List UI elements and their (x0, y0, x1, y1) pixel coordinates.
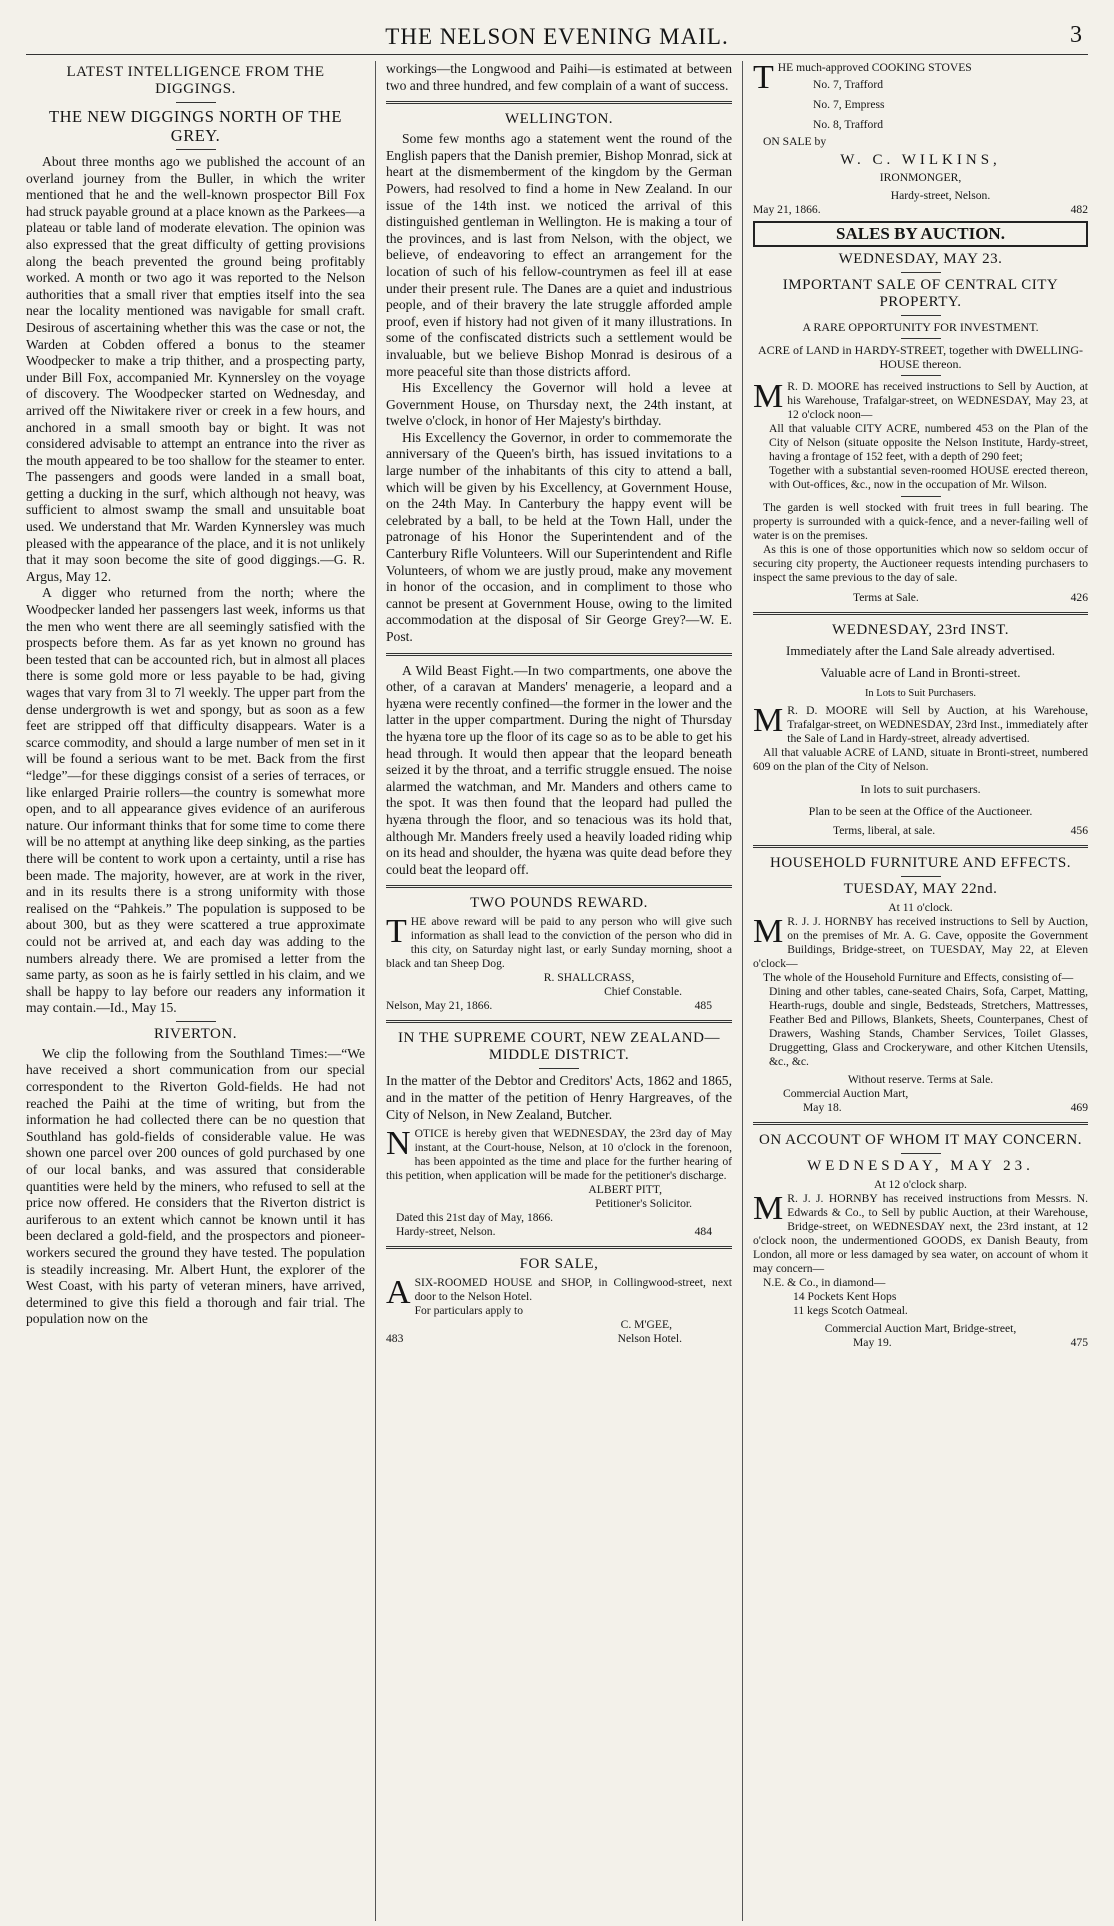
auction-date-signed: May 19. (853, 1336, 892, 1349)
auction-body: R. J. J. HORNBY has received instructions from Messrs. N. Edwards & Co., to Sell by public Auction, at their Warehouse, Bridge-street, on WEDNESDAY next, the 23rd instant, at 12 o'clock noon, the undermentioned GOODS, ex Danish Beauty, from London, all more or less damaged by sea water, on account of whom it may concern— (753, 1192, 1088, 1275)
divider (386, 653, 732, 656)
auction-body: R. D. MOORE will Sell by Auction, at his Warehouse, Trafalgar-street, on WEDNESDAY, 23rd Inst., immediately after the Sale of Land in Hardy-street, already advertised. (787, 704, 1088, 745)
auction-title: Immediately after the Land Sale already advertised. (786, 643, 1055, 658)
auction-date: TUESDAY, MAY 22nd. (843, 881, 998, 897)
article-paragraph: A digger who returned from the north; where the Woodpecker landed her passengers last week, informs us that the men who went there are all seemingly satisfied with the prospects before them. As far as yet known no ground has been tested that can be accounted rich, but in almost all places there is some gold more or less payable to be had, giving wages that vary from 3l to 7l weekly. The upper part from the dense undergrowth is wet and spongy, but as soon as a few feet are stripped off that difficulty disappears. Water is a scarce commodity, and should a large number of men set in it will be found a serious want to be met. Back from the first “ledge”—for these diggings consist of a series of terraces, or like enlarged Prairie rollers—the country is somewhat more open, and to all appearance gives evidence of an auriferous nature. Our informant thinks that for some time to come there will be no attempt at anything like deep sinking, as the parties there will be content to work upon a certainty, until a rise has been made. The majority, however, are at work in the river, and in its results there is a strong uniformity with those realised on the “Pahkeis.” The population is supposed to be about 300, but as they were scattered a true approximate could not be arrived at, and each day was adding to the numbers already there. We are promised a letter from the same party, as soon as he is fairly settled in his claim, and we shall be happy to lay before our readers any information it may contain.—Id., May 15. (26, 585, 365, 1016)
auction-time: At 12 o'clock sharp. (874, 1178, 967, 1191)
masthead (26, 18, 1088, 55)
divider (176, 1021, 216, 1022)
ad-body: SIX-ROOMED HOUSE and SHOP, in Collingwood-street, next door to the Nelson Hotel. (414, 1276, 732, 1304)
auction-date: WEDNESDAY, 23rd INST. (832, 622, 1009, 638)
heading-supreme-court: IN THE SUPREME COURT, NEW ZEALAND—MIDDLE DISTRICT. (398, 1030, 720, 1064)
auction-list: Dining and other tables, cane-seated Chairs, Sofa, Carpet, Matting, Hearth-rugs, double and single, Bedsteads, Stretchers, Mattresses, Feather Bed and Pillows, Blankets, Sheets, Counterpanes, Chest of Drawers, Washing Stands, Chamber Services, Toilet Glasses, Druggetting, Glass and Crockeryware, and other Kitchen Utensils, &c., &c. (769, 985, 1088, 1068)
auction-body: R. J. J. HORNBY has received instructions to Sell by Auction, on the premises of Mr. A. G. Cave, opposite the Government Buildings, Bridge-street, on TUESDAY, May 22, at Eleven o'clock— (753, 915, 1088, 970)
columns (26, 61, 1088, 1921)
stoves-advertisement (753, 61, 1088, 217)
divider (901, 1153, 941, 1154)
court-intro: In the matter of the Debtor and Creditors' Acts, 1862 and 1865, and in the matter of the petition of Henry Hargreaves, of the City of Nelson, in New Zealand, Butcher. (386, 1073, 732, 1122)
heading-riverton: RIVERTON. (154, 1025, 237, 1042)
article-paragraph: Some few months ago a statement went the round of the English papers that the Danish premier, Bishop Monrad, sick at heart at the dismemberment of the kingdom by the German Powers, had resolved to find a home in New Zealand. In our issue of the 14th inst. we noticed the arrival of this distinguished gentleman in Wellington. He is making a tour of the provinces, and is last from Nelson, with the object, we believe, of endeavoring to effect an arrangement for the location of such of his fellow-countrymen as feel ill at ease under their present rule. The Danes are a quiet and industrious people, and of their bravery the late struggle afforded ample proof, even if history had not given of it many illustrations. In some of the confiscated districts such a settlement would be invaluable, but we believe Bishop Monrad is desirous of a more peaceful site than those districts afford. (386, 131, 732, 379)
ad-number: 475 (1070, 1336, 1088, 1349)
ad-place: Nelson Hotel. (617, 1332, 682, 1346)
stove-item: No. 7, Trafford (813, 78, 883, 91)
ad-apply: For particulars apply to (414, 1304, 524, 1318)
auction-terms: Terms at Sale. (853, 591, 919, 604)
auction-body: R. D. MOORE has received instructions to Sell by Auction, at his Warehouse, Trafalgar-street, on WEDNESDAY, May 23, at 12 o'clock noon— (787, 380, 1088, 421)
drop-cap: M (753, 913, 784, 950)
ad-number: 469 (1070, 1101, 1088, 1114)
auction-terms: Terms, liberal, at sale. (833, 824, 936, 837)
stove-item: No. 7, Empress (813, 98, 885, 111)
ad-merchant: W. C. WILKINS, (840, 152, 1001, 168)
auction-subtitle: ACRE of LAND in HARDY-STREET, together with DWELLING-HOUSE thereon. (757, 343, 1084, 371)
divider (386, 1246, 732, 1249)
auction-subtitle: A RARE OPPORTUNITY FOR INVESTMENT. (802, 320, 1039, 334)
ad-number: 483 (386, 1332, 404, 1346)
ad-signature: R. SHALLCRASS, (543, 971, 635, 985)
stove-item: No. 8, Trafford (813, 118, 883, 131)
auction-paragraph: All that valuable ACRE of LAND, situate in Bronti-street, numbered 609 on the plan of the City of Nelson. (753, 746, 1088, 773)
page-number: 3 (1070, 22, 1082, 48)
ad-place-date: Nelson, May 21, 1866. (386, 999, 493, 1013)
auction-ad-city-property (753, 251, 1088, 605)
for-sale-advertisement (386, 1256, 732, 1346)
ad-signature: C. M'GEE, (620, 1318, 672, 1332)
divider (753, 845, 1088, 848)
ad-number: 426 (1070, 591, 1088, 604)
auction-item: 14 Pockets Kent Hops (793, 1290, 897, 1303)
auction-title: ON ACCOUNT OF WHOM IT MAY CONCERN. (758, 1132, 1082, 1148)
article-paragraph-wild-beast: A Wild Beast Fight.—In two compartments, one above the other, of a caravan at Manders' menagerie, a leopard and a hyæna were recently confined—the former in the lower and the latter in the upper compartment. During the night of Thursday the hyæna tore up the floor of its cage so as to be able to get his head through. It would then appear that the leopard beneath seized it by the throat, and a terrific struggle ensued. The noise alarmed the watchman, and Mr. Manders and others came to the spot. It was then found that the leopard had pulled the hyæna through the floor, and so tenacious was its hold that, although Mr. Manders freely used a heavily loaded riding whip on its head and shoulder, the hyæna was quite dead before they could beat the leopard off. (386, 662, 732, 877)
auction-item: Together with a substantial seven-roomed HOUSE erected thereon, with Out-offices, &c., now in the occupation of Mr. Wilson. (769, 464, 1088, 491)
ad-date: May 21, 1866. (753, 203, 821, 216)
column-1 (26, 61, 376, 1921)
column-2 (376, 61, 743, 1921)
auction-mark: N.E. & Co., in diamond— (763, 1276, 886, 1289)
drop-cap: N (386, 1125, 411, 1163)
auction-date-signed: May 18. (803, 1101, 842, 1114)
heading-wellington: WELLINGTON. (504, 111, 614, 128)
drop-cap: M (753, 702, 784, 739)
divider (901, 375, 941, 376)
auction-title: HOUSEHOLD FURNITURE AND EFFECTS. (769, 855, 1072, 871)
ad-title: TWO POUNDS REWARD. (470, 895, 648, 912)
auction-mart: Commercial Auction Mart, Bridge-street, (824, 1322, 1017, 1335)
heading-new-diggings: THE NEW DIGGINGS NORTH OF THE GREY. (49, 107, 342, 145)
sales-by-auction-heading: SALES BY AUCTION. (753, 221, 1088, 247)
auction-time: At 11 o'clock. (888, 901, 953, 914)
auction-paragraph: The garden is well stocked with fruit trees in full bearing. The property is surrounded with a quick-fence, and a never-failing well of water is on the premises. (753, 501, 1088, 542)
divider (176, 149, 216, 150)
ad-role: Chief Constable. (604, 985, 682, 999)
auction-title: IMPORTANT SALE OF CENTRAL CITY PROPERTY. (782, 277, 1059, 310)
divider (539, 1068, 579, 1069)
ad-number: 456 (1070, 824, 1088, 837)
divider (901, 315, 941, 316)
article-continuation: workings—the Longwood and Paihi—is estimated at between two and three hundred, and few complain of a want of success. (386, 61, 732, 93)
ad-body: HE above reward will be paid to any person who will give such information as shall lead to the conviction of the person who did in this city, on Saturday night last, or early Sunday morning, shoot a black and tan Sheep Dog. (386, 915, 732, 971)
column-3 (743, 61, 1088, 1921)
ad-place: Hardy-street, Nelson. (890, 189, 991, 202)
auction-date: WEDNESDAY, MAY 23. (838, 251, 1003, 267)
auction-lots: In Lots to Suit Purchasers. (864, 688, 977, 699)
auction-plan: Plan to be seen at the Office of the Auctioneer. (808, 804, 1033, 818)
article-paragraph: We clip the following from the Southland Times:—“We have received a short communication from our special correspondent to the Riverton Gold-fields. He had not reached the Paihi at the time of writing, but from the information he had collected there can be no question that Southland has gold-fields of considerable value. He was shown one parcel over 200 ounces of gold purchased by one of our local banks, and was assured that considerable quantities were held by the miners, who refused to sell at the price now offered. He considers that the Riverton district is auriferous to an extent which cannot be known until it has been declared a gold-field, and the prospectors and pioneer-workers secured the ground they have tested. The population is steadily increasing. Mr. Albert Hunt, the explorer of the West Coast, with his party of veteran miners, have arrived, determined to give this field a thorough and fair trial. The population now on the (26, 1045, 365, 1327)
court-role: Petitioner's Solicitor. (595, 1197, 692, 1211)
drop-cap: M (753, 378, 784, 415)
auction-mart: Commercial Auction Mart, (783, 1087, 909, 1100)
ad-number: 485 (694, 999, 712, 1013)
court-signature: ALBERT PITT, (588, 1183, 662, 1197)
divider (901, 272, 941, 273)
court-date: Dated this 21st day of May, 1866. (396, 1211, 554, 1225)
court-notice (386, 1127, 732, 1239)
auction-paragraph: As this is one of those opportunities which now so seldom occur of securing city property, the Auctioneer requests intending purchasers to inspect the same previous to the day of sale. (753, 543, 1088, 584)
ad-body: HE much-approved COOKING STOVES (777, 61, 972, 74)
auction-item: All that valuable CITY ACRE, numbered 453 on the Plan of the City of Nelson (situate opposite the Nelson Institute, Hardy-street, having a frontage of 152 feet, with a depth of 290 feet; (769, 422, 1088, 463)
ad-onsale: ON SALE by (763, 135, 827, 148)
reward-advertisement (386, 895, 732, 1013)
drop-cap: M (753, 1190, 784, 1227)
auction-paragraph: The whole of the Household Furniture and Effects, consisting of— (763, 971, 1074, 984)
ad-number: 482 (1070, 203, 1088, 216)
divider (386, 1020, 732, 1023)
article-paragraph: His Excellency the Governor will hold a levee at Government House, on Thursday next, the 24th instant, at twelve o'clock, in honor of Her Majesty's birthday. (386, 380, 732, 429)
drop-cap: T (753, 61, 774, 96)
auction-subtitle: Valuable acre of Land in Bronti-street. (820, 665, 1021, 680)
drop-cap: A (386, 1274, 411, 1312)
divider (901, 496, 941, 497)
auction-date: WEDNESDAY, MAY 23. (807, 1158, 1034, 1174)
ad-title: FOR SALE, (519, 1256, 599, 1273)
divider (386, 885, 732, 888)
auction-ad-bronti-street (753, 622, 1088, 838)
ad-trade: IRONMONGER, (879, 171, 962, 184)
article-paragraph: About three months ago we published the account of an overland journey from the Buller, in which the writer mentioned that he and the well-known prospector Bill Fox had struck payable ground at a place known as the Parkees—a plateau or table land of moderate elevation. The opinion was also expressed that the great difficulty of getting provisions along the beach prevented the ground being profitably worked. A month or two ago it was reported to the Nelson authorities that a small river that empties itself into the sea near the locality mentioned was navigable for small craft. Desirous of ascertaining whether this was the case or not, the Warden at Cobden offered a bonus to the steamer Woodpecker to make a trip thither, and a prospecting party, under Bill Fox, accompanied Mr. Kynnersley on the voyage of discovery. The Woodpecker started on Wednesday, and arrived off the Niwitakere river or creek in a few hours, and anchored in a small smooth bay or bight. It was not considered advisable to attempt an entrance into the river as the mouth appeared to be too shallow for the steamer to enter. The passengers and goods were landed in a small boat, getting a ducking in the surf, which although not heavy, was sufficient to almost swamp the small and unsuitable boat used. We understand that Mr. Warden Kynnersley was much pleased with the appearance of the place, and it is not unlikely that it may soon become the site of good diggings.—G. R. Argus, May 12. (26, 154, 365, 584)
auction-ad-household-furniture (753, 855, 1088, 1115)
divider (176, 102, 216, 103)
divider (753, 612, 1088, 615)
divider (901, 876, 941, 877)
drop-cap: T (386, 913, 407, 951)
article-paragraph: His Excellency the Governor, in order to commemorate the anniversary of the Queen's birth, has issued invitations to a large number of the inhabitants of this city to attend a ball, which will be given by his Excellency, at Government House, on the 24th May. In Canterbury the happy event will be celebrated by a ball, to be held at the Town Hall, under the patronage of his Honor the Superintendent and of the Canterbury Rifle Volunteers. Will our Superintendent and Rifle Volunteers, of whom we are justly proud, make any movement in honor of the occasion, and in compliment to those who cannot be present at Government House, owing to the limited accommodation at the disposal of Sir George Grey?—W. E. Post. (386, 429, 732, 644)
auction-lots: In lots to suit purchasers. (860, 782, 981, 796)
auction-terms: Without reserve. Terms at Sale. (847, 1073, 994, 1086)
auction-item: 11 kegs Scotch Oatmeal. (793, 1304, 908, 1317)
divider (901, 338, 941, 339)
divider (386, 101, 732, 104)
court-place: Hardy-street, Nelson. (396, 1225, 496, 1239)
newspaper-title: THE NELSON EVENING MAIL. (385, 24, 729, 49)
court-body: OTICE is hereby given that WEDNESDAY, the 23rd day of May instant, at the Court-house, Nelson, at 10 o'clock in the forenoon, has been appointed as the time and place for the further hearing of this petition, when application will be made for the petitioner's discharge. (386, 1127, 732, 1183)
divider (753, 1122, 1088, 1125)
auction-ad-whom-it-may-concern (753, 1132, 1088, 1350)
heading-latest-intelligence: LATEST INTELLIGENCE FROM THE DIGGINGS. (66, 64, 325, 97)
ad-number: 484 (694, 1225, 712, 1239)
